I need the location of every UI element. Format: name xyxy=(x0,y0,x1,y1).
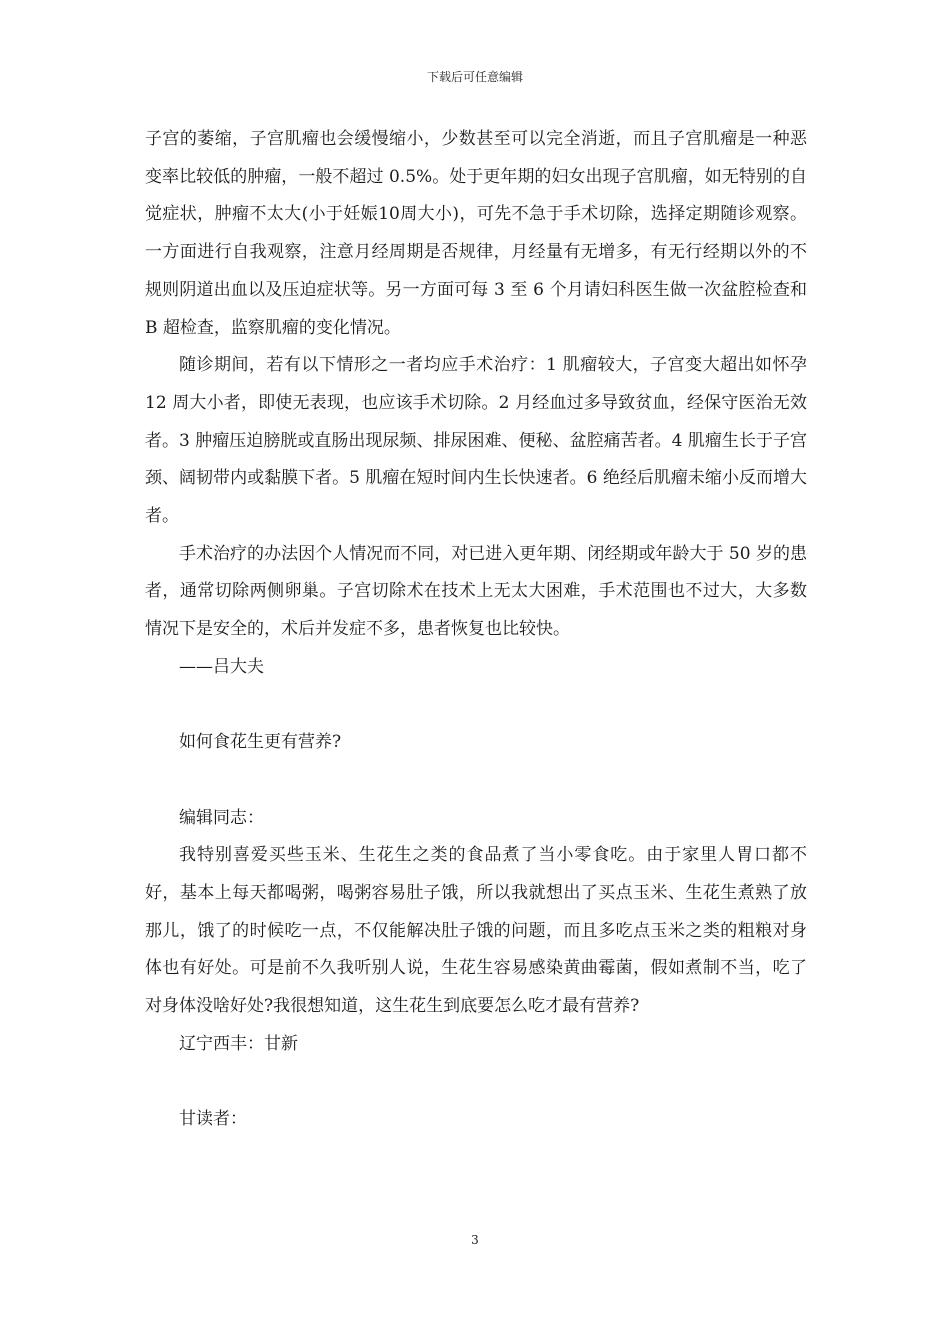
reader-signature: 辽宁西丰：甘新 xyxy=(179,1033,298,1054)
spacer xyxy=(145,1064,807,1102)
letter-salutation: 编辑同志： xyxy=(179,807,264,828)
document-body xyxy=(145,121,807,1139)
page-header: 下载后可任意编辑 xyxy=(426,70,523,84)
doctor-signature: ——吕大夫 xyxy=(179,656,264,677)
paragraph-surgery-methods: 手术治疗的办法因个人情况而不同，对已进入更年期、闭经期或年龄大于 50 岁的患者，通常切除两侧卵巢。子宫切除术在技术上无太大困难，手术范围也不过大，大多数情况下是安全的，术后并发症不多，患者恢复也比较快。 xyxy=(145,543,807,640)
letter-body: 我特别喜爱买些玉米、生花生之类的食品煮了当小零食吃。由于家里人胃口都不好，基本上每天都喝粥，喝粥容易肚子饿，所以我就想出了买点玉米、生花生煮熟了放那儿，饿了的时候吃一点，不仅能解决肚子饿的问题，而且多吃点玉米之类的粗粮对身体也有好处。可是前不久我听别人说，生花生容易感染黄曲霉菌，假如煮制不当，吃了对身体没啥好处?我很想知道，这生花生到底要怎么吃才最有营养? xyxy=(145,845,807,1017)
spacer xyxy=(145,762,807,800)
article-title: 如何食花生更有营养? xyxy=(179,732,342,753)
page-number: 3 xyxy=(471,1233,479,1247)
reply-salutation: 甘读者： xyxy=(179,1109,247,1130)
spacer xyxy=(145,687,807,725)
paragraph-fibroid-shrinkage: 子宫的萎缩，子宫肌瘤也会缓慢缩小，少数甚至可以完全消逝，而且子宫肌瘤是一种恶变率比较低的肿瘤，一般不超过 0.5%。处于更年期的妇女出现子宫肌瘤，如无特别的自觉症状，肿瘤不太大(小于妊娠10周大小)，可先不急于手术切除，选择定期随诊观察。一方面进行自我观察，注意月经周期是否规律，月经量有无增多，有无行经期以外的不规则阴道出血以及压迫症状等。另一方面可每 3 至 6 个月请妇科医生做一次盆腔检查和 B 超检查，监察肌瘤的变化情况。 xyxy=(145,129,807,338)
paragraph-surgery-indications: 随诊期间，若有以下情形之一者均应手术治疗：1 肌瘤较大，子宫变大超出如怀孕 12 周大小者，即使无表现，也应该手术切除。2 月经血过多导致贫血，经保守医治无效者。3 肿瘤压迫膀胱或直肠出现尿频、排尿困难、便秘、盆腔痛苦者。4 肌瘤生长于子宫颈、阔韧带内或黏膜下者。5 肌瘤在短时间内生长快速者。6 绝经后肌瘤未缩小反而增大者。 xyxy=(145,355,807,527)
